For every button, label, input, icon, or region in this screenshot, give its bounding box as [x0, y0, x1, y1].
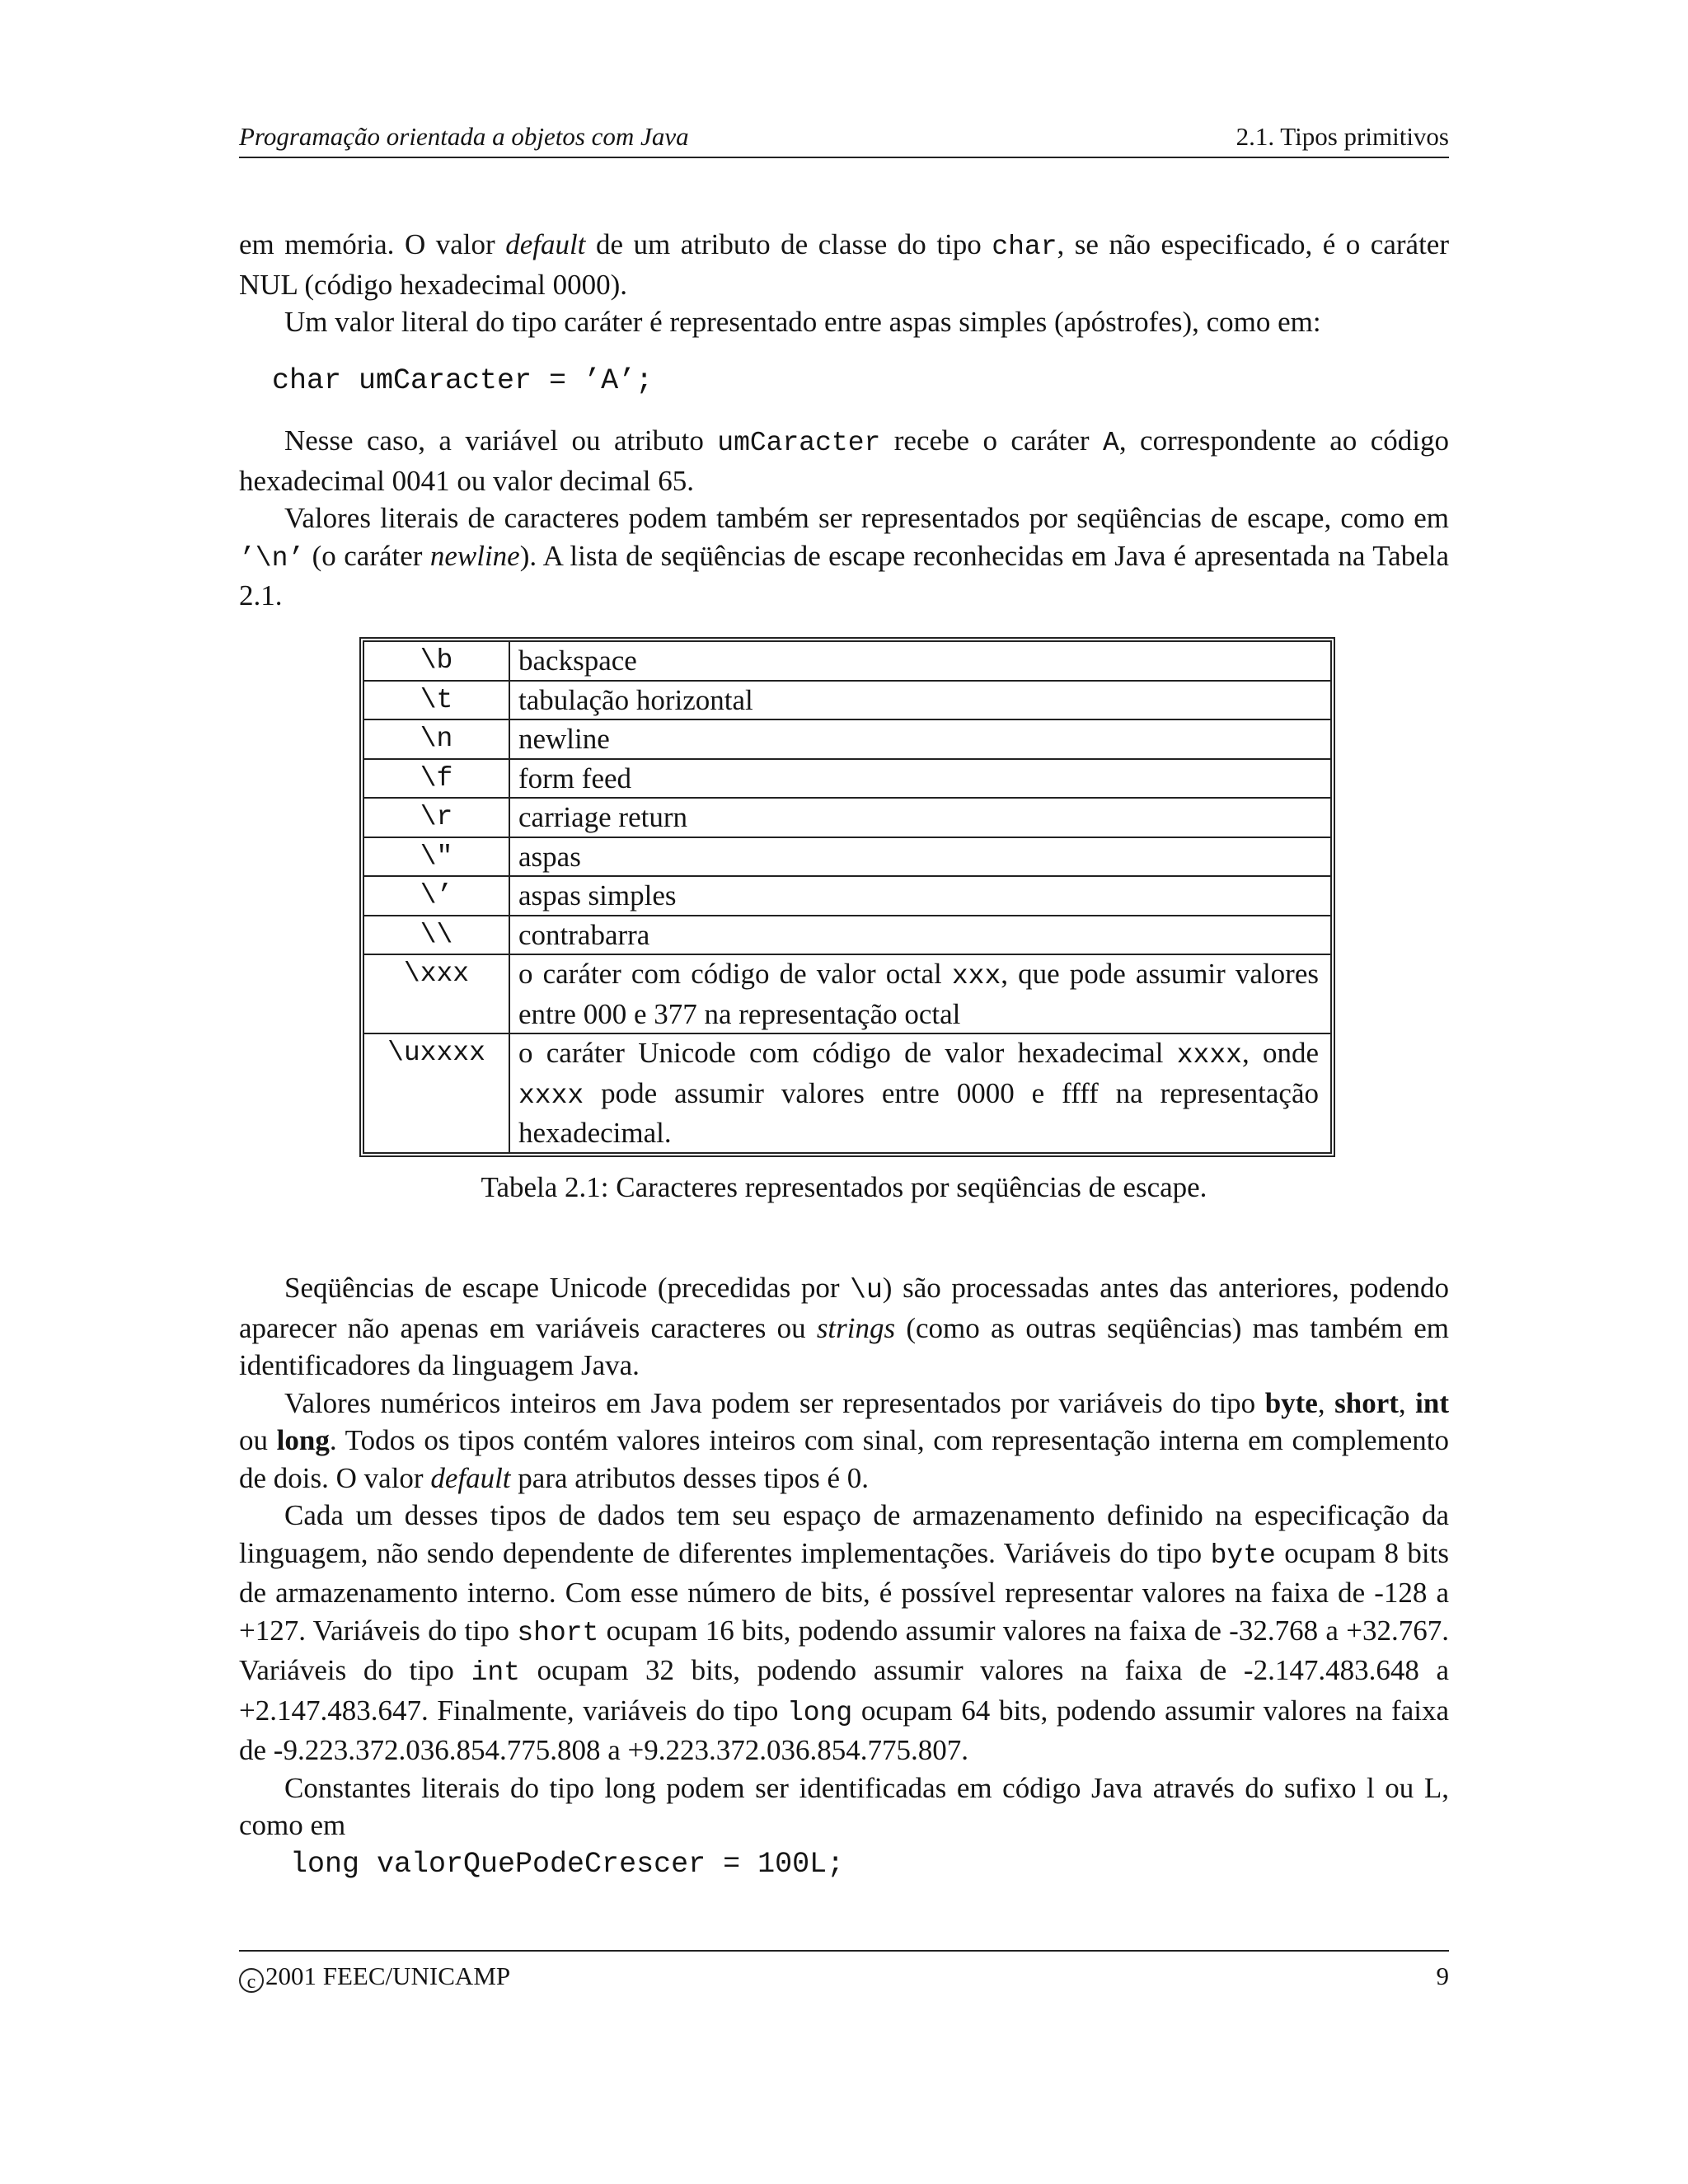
page-number: 9: [1436, 1961, 1449, 1990]
footer-copyright: 2001 FEEC/UNICAMP: [265, 1961, 511, 1990]
table-row: \xxx o caráter com código de valor octal xxx, que pode assumir valores entre 000 e 377 na representação octal: [364, 954, 1330, 1033]
table-row: \r carriage return: [364, 798, 1330, 837]
paragraph: Valores numéricos inteiros em Java podem ser representados por variáveis do tipo byte, short, int ou long. Todos os tipos contém valores inteiros com sinal, com representação interna em complemento de dois. O valor default para atributos desses tipos é 0.: [239, 1386, 1450, 1494]
table-row: \t tabulação horizontal: [364, 681, 1330, 720]
copyright-icon: c: [239, 1968, 264, 1993]
paragraph: em memória. O valor default de um atributo de classe do tipo char, se não especificado, é o caráter NUL (código hexadecimal 0000).: [239, 228, 1449, 301]
code-example: char umCaracter = ’A’;: [272, 364, 654, 397]
code-example: long valorQuePodeCrescer = 100L;: [290, 1848, 845, 1881]
table-row: \\ contrabarra: [364, 916, 1330, 955]
paragraph: Seqüências de escape Unicode (precedidas por \u) são processadas antes das anteriores, podendo aparecer não apenas em variáveis caracteres ou strings (como as outras seqüências) mas também em identificadores da linguagem Java.: [239, 1272, 1449, 1381]
paragraph: Cada um desses tipos de dados tem seu espaço de armazenamento definido na especificação da linguagem, não sendo dependente de diferentes implementações. Variáveis do tipo byte ocupam 8 bits de armazenamento interno. Com esse número de bits, é possível representar valores na faixa de -128 a +127. Variáveis do tipo short ocupam 16 bits, podendo assumir valores na faixa de -32.768 a +32.767. Variáveis do tipo int ocupam 32 bits, podendo assumir valores na faixa de -2.147.483.648 a +2.147.483.647. Finalmente, variáveis do tipo long ocupam 64 bits, podendo assumir valores na faixa de -9.223.372.036.854.775.808 a +9.223.372.036.854.775.807.: [239, 1499, 1450, 1766]
body-block-bottom: [239, 1269, 1449, 1844]
escape-sequence-table: [359, 637, 1335, 1157]
table-row: \" aspas: [364, 837, 1330, 877]
table-caption: Tabela 2.1: Caracteres representados por seqüências de escape.: [481, 1171, 1207, 1203]
table-row: \n newline: [364, 719, 1330, 759]
table-row: \b backspace: [364, 642, 1330, 681]
page-footer: [239, 1950, 1449, 1993]
header-book-title: Programação orientada a objetos com Java: [239, 122, 689, 151]
table-row: \uxxxx o caráter Unicode com código de valor hexadecimal xxxx, onde xxxx pode assumir valores entre 0000 e ffff na representação hexadecimal.: [364, 1033, 1330, 1152]
body-block-top: [239, 226, 1449, 341]
body-block-middle: [239, 422, 1449, 615]
paragraph: Valores literais de caracteres podem também ser representados por seqüências de escape, como em ’\n’ (o caráter newline). A lista de seqüências de escape reconhecidas em Java é apresentada na Tabela 2.1.: [239, 502, 1449, 612]
header-section-title: 2.1. Tipos primitivos: [1236, 122, 1449, 151]
table-row: \f form feed: [364, 759, 1330, 799]
table-row: \’ aspas simples: [364, 876, 1330, 916]
paragraph: Nesse caso, a variável ou atributo umCaracter recebe o caráter A, correspondente ao código hexadecimal 0041 ou valor decimal 65.: [239, 424, 1449, 497]
paragraph: Um valor literal do tipo caráter é representado entre aspas simples (apóstrofes), como em:: [284, 306, 1321, 338]
paragraph: Constantes literais do tipo long podem ser identificadas em código Java através do sufixo l ou L, como em: [239, 1771, 1449, 1841]
running-header: [239, 120, 1449, 158]
